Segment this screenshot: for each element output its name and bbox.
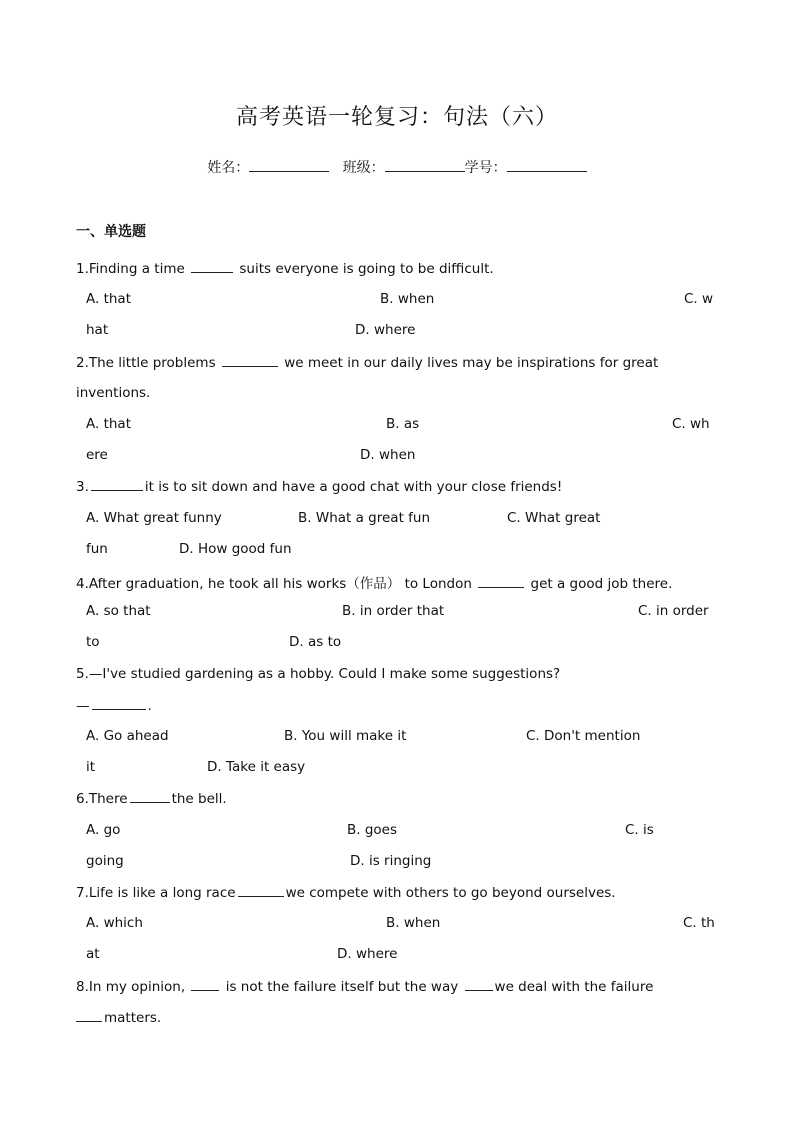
question-text: 6.There xyxy=(76,791,128,807)
question-6-stem xyxy=(76,790,227,807)
name-blank[interactable] xyxy=(249,159,329,172)
question-text: get a good job there. xyxy=(530,576,673,592)
page-title: 高考英语一轮复习：句法（六） xyxy=(235,105,558,130)
q7-option-d[interactable]: D. where xyxy=(337,946,398,962)
question-text: the bell. xyxy=(171,791,227,807)
answer-blank[interactable] xyxy=(238,884,284,897)
answer-blank[interactable] xyxy=(191,260,233,273)
q5-option-c[interactable]: C. Don't mention xyxy=(526,728,641,744)
answer-blank[interactable] xyxy=(76,1009,102,1022)
section-heading: 一、单选题 xyxy=(76,224,146,240)
question-text: suits everyone is going to be difficult. xyxy=(239,261,494,277)
q4-option-b[interactable]: B. in order that xyxy=(342,603,445,619)
q4-option-d[interactable]: D. as to xyxy=(289,634,342,650)
q7-option-b[interactable]: B. when xyxy=(386,915,441,931)
question-5-reply xyxy=(76,697,152,714)
question-7-stem xyxy=(76,884,616,901)
answer-blank[interactable] xyxy=(92,697,146,710)
q2-option-c[interactable]: C. wh xyxy=(672,416,710,432)
question-text: 4.After graduation, he took all his works（作品） to London xyxy=(76,576,472,592)
answer-blank[interactable] xyxy=(191,978,219,991)
q7-option-c-wrap[interactable]: at xyxy=(86,946,100,962)
q4-option-a[interactable]: A. so that xyxy=(86,603,151,619)
q3-option-c[interactable]: C. What great xyxy=(507,510,601,526)
question-text: 2.The little problems xyxy=(76,355,216,371)
class-blank[interactable] xyxy=(385,159,465,172)
q4-option-c[interactable]: C. in order xyxy=(638,603,709,619)
question-2-stem-cont: inventions. xyxy=(76,385,151,401)
dash-text: — xyxy=(76,698,90,714)
answer-blank[interactable] xyxy=(130,790,170,803)
q5-option-c-wrap[interactable]: it xyxy=(86,759,96,775)
question-8-stem-cont xyxy=(76,1009,161,1026)
answer-blank[interactable] xyxy=(222,354,278,367)
q3-option-d[interactable]: D. How good fun xyxy=(179,541,292,557)
q6-option-b[interactable]: B. goes xyxy=(347,822,398,838)
question-text: matters. xyxy=(104,1010,162,1026)
q6-option-d[interactable]: D. is ringing xyxy=(350,853,432,869)
q2-option-b[interactable]: B. as xyxy=(386,416,420,432)
answer-blank[interactable] xyxy=(478,575,524,588)
id-blank[interactable] xyxy=(507,159,587,172)
question-text: we compete with others to go beyond ourselves. xyxy=(285,885,616,901)
question-2-stem xyxy=(76,354,658,371)
q1-option-c[interactable]: C. w xyxy=(684,291,714,307)
q7-option-c[interactable]: C. th xyxy=(683,915,715,931)
q5-option-b[interactable]: B. You will make it xyxy=(284,728,407,744)
q2-option-d[interactable]: D. when xyxy=(360,447,416,463)
question-text: it is to sit down and have a good chat with your close friends! xyxy=(144,479,563,495)
id-label: 学号： xyxy=(464,160,507,176)
q3-option-c-wrap[interactable]: fun xyxy=(86,541,108,557)
q1-option-a[interactable]: A. that xyxy=(86,291,131,307)
q1-option-c-wrap[interactable]: hat xyxy=(86,322,109,338)
q4-option-c-wrap[interactable]: to xyxy=(86,634,100,650)
q5-option-a[interactable]: A. Go ahead xyxy=(86,728,169,744)
q3-option-b[interactable]: B. What a great fun xyxy=(298,510,431,526)
student-info-row xyxy=(0,157,794,177)
q6-option-c-wrap[interactable]: going xyxy=(86,853,124,869)
question-text: is not the failure itself but the way xyxy=(225,979,459,995)
question-3-stem xyxy=(76,478,562,495)
question-8-stem xyxy=(76,978,653,995)
answer-blank[interactable] xyxy=(465,978,493,991)
q6-option-a[interactable]: A. go xyxy=(86,822,121,838)
q1-option-d[interactable]: D. where xyxy=(355,322,416,338)
question-text: 7.Life is like a long race xyxy=(76,885,236,901)
q1-option-b[interactable]: B. when xyxy=(380,291,435,307)
name-label: 姓名： xyxy=(207,160,250,176)
q5-option-d[interactable]: D. Take it easy xyxy=(207,759,306,775)
q7-option-a[interactable]: A. which xyxy=(86,915,143,931)
q3-option-a[interactable]: A. What great funny xyxy=(86,510,222,526)
q6-option-c[interactable]: C. is xyxy=(625,822,654,838)
answer-blank[interactable] xyxy=(91,478,143,491)
question-4-stem xyxy=(76,572,672,592)
question-text: 8.In my opinion, xyxy=(76,979,186,995)
class-label: 班级： xyxy=(342,160,385,176)
period-text: . xyxy=(147,698,152,714)
question-5-stem: 5.—I've studied gardening as a hobby. Could I make some suggestions? xyxy=(76,666,561,682)
q2-option-a[interactable]: A. that xyxy=(86,416,131,432)
q2-option-c-wrap[interactable]: ere xyxy=(86,447,108,463)
question-text: we meet in our daily lives may be inspirations for great xyxy=(284,355,659,371)
question-text: 3. xyxy=(76,479,89,495)
question-text: we deal with the failure xyxy=(494,979,654,995)
question-text: 1.Finding a time xyxy=(76,261,185,277)
question-1-stem xyxy=(76,260,494,277)
